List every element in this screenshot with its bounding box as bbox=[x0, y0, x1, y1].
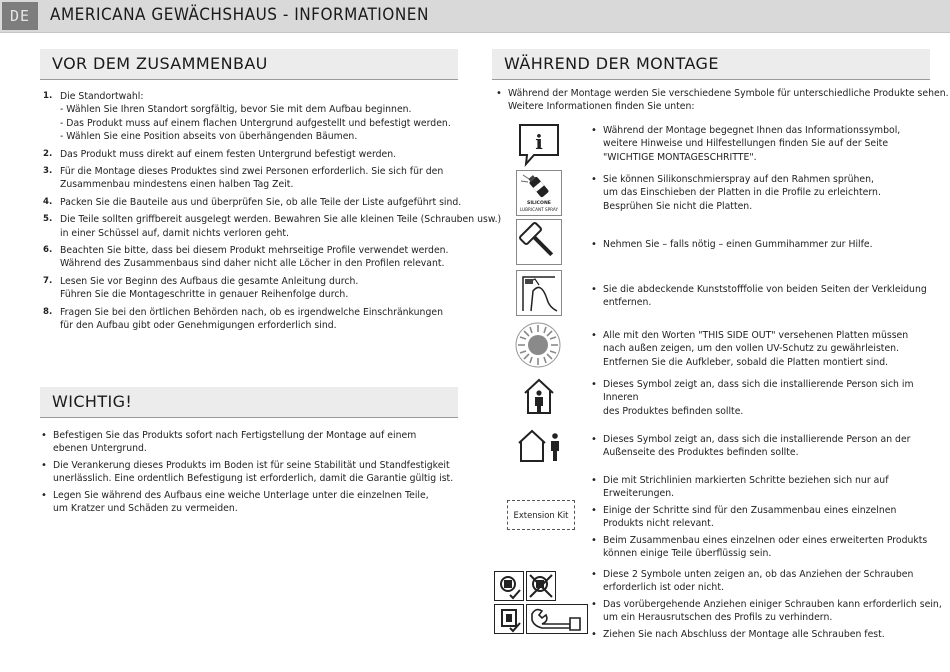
list-item: • Sie die abdeckende Kunststofffolie von beiden Seiten der Verkleidung entfernen. bbox=[590, 283, 930, 310]
list-item: 8. Fragen Sie bei den örtlichen Behörden nach, ob es irgendwelche Einschränkungen für den Aufbau gibt oder Genehmigungen erforderlich sind. bbox=[43, 306, 443, 332]
list-item: 3. Für die Montage dieses Produktes sind zwei Personen erforderlich. Sie sich für den Zusammenbau mindestens einen halben Tag Zeit. bbox=[43, 166, 444, 191]
rubber-hammer-icon bbox=[516, 219, 562, 265]
list-item: • Legen Sie während des Aufbaus eine weiche Unterlage unter die einzelnen Teile, um Kratzer und Schäden zu vermeiden. bbox=[40, 489, 460, 516]
outside-description bbox=[590, 433, 930, 463]
list-item: 4. Packen Sie die Bauteile aus und überprüfen Sie, ob alle Teile der Liste aufgeführt sind. bbox=[43, 196, 462, 208]
list-item: • Ziehen Sie nach Abschluss der Montage alle Schrauben fest. bbox=[590, 628, 930, 641]
list-item: 7. Lesen Sie vor Beginn des Aufbaus die gesamte Anleitung durch. Führen Sie die Montageschritte in genauer Reihenfolge durch. bbox=[43, 275, 359, 301]
hammer-description bbox=[590, 238, 930, 254]
page-title: AMERICANA GEWÄCHSHAUS - INFORMATIONEN bbox=[50, 5, 429, 25]
top-bar bbox=[0, 0, 950, 33]
silicone-label: SILICONE bbox=[527, 201, 551, 206]
person-inside-icon bbox=[522, 376, 556, 416]
list-item: 2. Das Produkt muss direkt auf einem festen Untergrund befestigt werden. bbox=[43, 148, 397, 160]
screw-tighten-icon bbox=[494, 571, 524, 601]
during-assembly-heading: WÄHREND DER MONTAGE bbox=[504, 54, 719, 73]
silicone-spray-icon bbox=[516, 170, 562, 216]
list-item: • Nehmen Sie – falls nötig – einen Gummihammer zur Hilfe. bbox=[590, 238, 930, 251]
list-item: • Beim Zusammenbau eines einzelnen oder eines erweiterten Produkts können einige Teile überflüssig sein. bbox=[590, 534, 930, 561]
info-icon bbox=[516, 122, 562, 168]
screw-no-tighten-icon bbox=[526, 571, 556, 601]
film-description bbox=[590, 283, 930, 313]
list-item: • Das vorübergehende Anziehen einiger Schrauben kann erforderlich sein, um ein Herausrutschen des Profils zu verhindern. bbox=[590, 598, 930, 625]
film-removal-icon bbox=[516, 270, 562, 316]
list-item: • Alle mit den Worten "THIS SIDE OUT" versehenen Platten müssen nach außen zeigen, um den vollen UV-Schutz zu gewährleisten. Entfernen Sie die Aufkleber, sobald die Platten montiert sind. bbox=[590, 329, 930, 369]
list-item: 5. Die Teile sollten griffbereit ausgelegt werden. Bewahren Sie alle kleinen Teile (Schrauben usw.) in einer Schüssel auf, damit nichts verloren geht. bbox=[43, 214, 502, 239]
important-heading: WICHTIG! bbox=[52, 392, 133, 411]
during-assembly-intro bbox=[495, 87, 949, 117]
list-item: • Sie können Silikonschmierspray auf den Rahmen sprühen, um das Einschieben der Platten in die Profile zu erleichtern. Besprühen Sie nicht die Platten. bbox=[590, 173, 930, 213]
list-item: 6. Beachten Sie bitte, dass bei diesem Produkt mehrseitige Profile verwendet werden. Während des Zusammenbaus sind daher nicht alle Löcher in den Profilen relevant. bbox=[43, 245, 449, 270]
uv-sun-icon bbox=[514, 321, 562, 369]
silicone-description bbox=[590, 173, 930, 216]
important-heading-bar bbox=[40, 387, 458, 418]
extension-description bbox=[590, 474, 930, 563]
list-item: • Während der Montage werden Sie verschiedene Symbole für unterschiedliche Produkte sehen. Weitere Informationen finden Sie unten: bbox=[495, 87, 925, 114]
before-assembly-heading: VOR DEM ZUSAMMENBAU bbox=[52, 54, 268, 73]
bolt-icon bbox=[494, 604, 524, 634]
important-list bbox=[40, 429, 460, 518]
list-item: • Dieses Symbol zeigt an, dass sich die installierende Person sich im Inneren des Produktes befinden sollte. bbox=[590, 378, 930, 418]
inside-description bbox=[590, 378, 930, 421]
info-description bbox=[590, 124, 930, 167]
list-item: • Dieses Symbol zeigt an, dass sich die installierende Person an der Außenseite des Produktes befinden sollte. bbox=[590, 433, 930, 460]
wrench-icon bbox=[526, 604, 588, 634]
language-badge: DE bbox=[2, 2, 38, 30]
screws-description bbox=[590, 568, 942, 644]
svg-text:i: i bbox=[535, 130, 543, 154]
during-assembly-heading-bar bbox=[492, 49, 930, 80]
list-item: • Während der Montage begegnet Ihnen das Informationssymbol, weitere Hinweise und Hilfestellungen finden Sie auf der Seite "WICHTIGE MONTAGESCHRITTE". bbox=[590, 124, 930, 164]
list-item: • Befestigen Sie das Produkts sofort nach Fertigstellung der Montage auf einem ebenen Untergrund. bbox=[40, 429, 460, 456]
list-item: 1. Die Standortwahl: - Wählen Sie Ihren Standort sorgfältig, bevor Sie mit dem Aufbau beginnen. - Das Produkt muss auf einem flachen Untergrund aufgestellt und befestigt werden. - Wählen Sie eine Position abseits von überhängenden Bäumen. bbox=[43, 91, 451, 143]
before-assembly-list bbox=[40, 90, 502, 337]
before-assembly-heading-bar bbox=[40, 49, 458, 80]
lubricant-label: LUBRICANT SPRAY bbox=[519, 207, 559, 212]
list-item: • Die Verankerung dieses Produkts im Boden ist für seine Stabilität und Standfestigkeit unerlässlich. Eine ordentlich Befestigung ist erforderlich, damit die Garantie gültig ist. bbox=[40, 459, 460, 486]
uv-description bbox=[590, 329, 930, 372]
list-item: • Einige der Schritte sind für den Zusammenbau eines einzelnen Produkts nicht relevant. bbox=[590, 504, 930, 531]
extension-kit-badge: Extension Kit bbox=[507, 500, 575, 530]
list-item: • Die mit Strichlinien markierten Schritte beziehen sich nur auf Erweiterungen. bbox=[590, 474, 930, 501]
person-outside-icon bbox=[516, 426, 564, 466]
list-item: • Diese 2 Symbole unten zeigen an, ob das Anziehen der Schrauben erforderlich ist oder nicht. bbox=[590, 568, 930, 595]
